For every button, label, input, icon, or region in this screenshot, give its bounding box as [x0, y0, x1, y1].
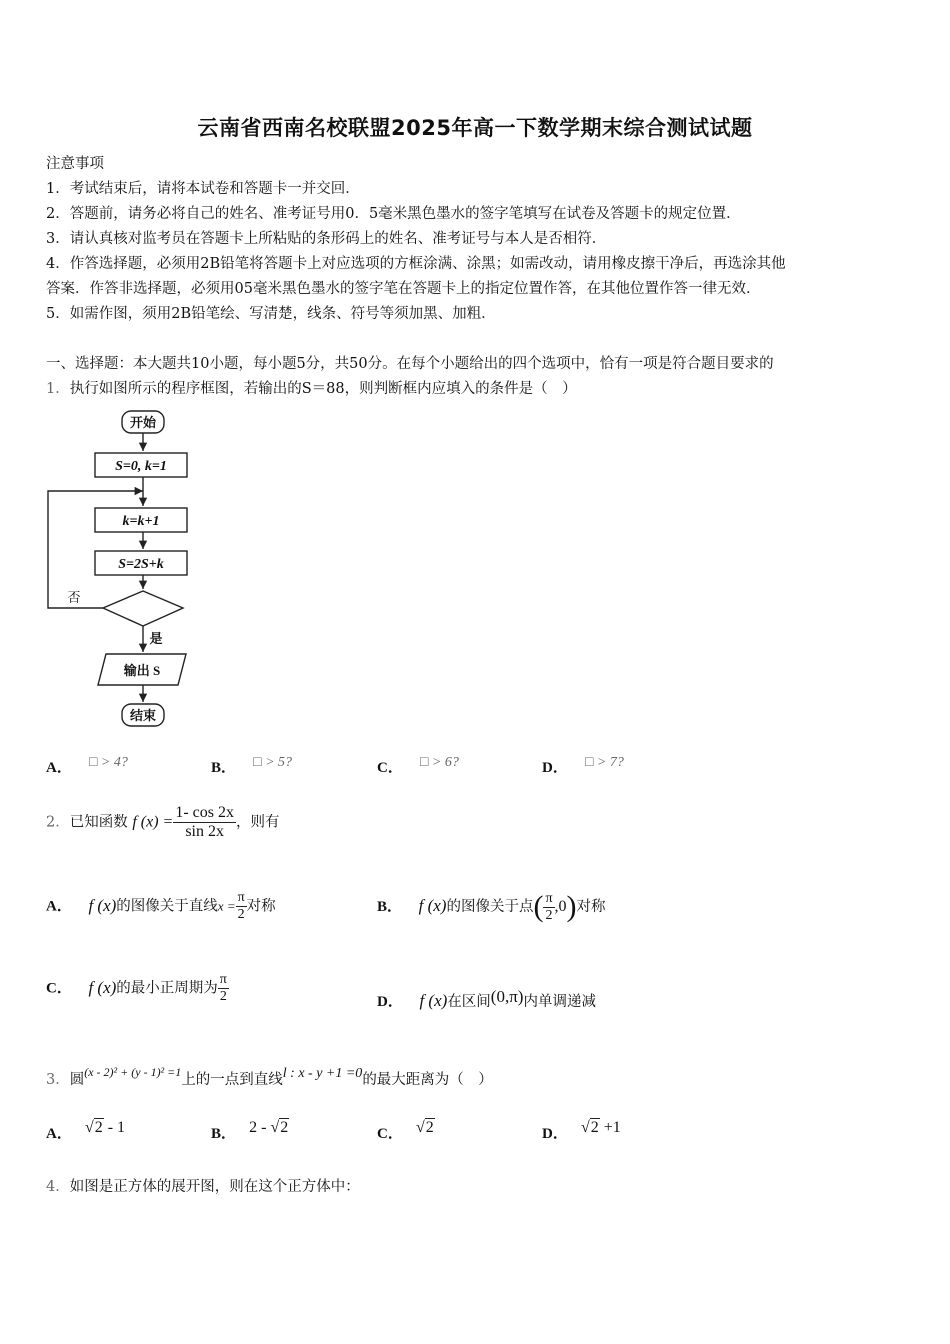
line-equation: l : x - y +1 =0 [282, 1066, 363, 1081]
function-fraction: $\frac{1- \cos 2x}{\sin 2x}$ [175, 804, 234, 840]
option-d[interactable]: D． □ > 7? [542, 755, 624, 776]
question-2: 2．已知函数 f (x) = $\frac{1- \cos 2x}{\sin 2x}$ ，则有 [46, 804, 280, 840]
flow-yes-label: 是 [149, 631, 163, 646]
option-a[interactable]: A． √2 - 1 [46, 1119, 126, 1142]
flow-no-label: 否 [67, 590, 81, 605]
question-3: 3．圆$^{(x - 2)^2 + (y - 1)^2 =1}$上的一点到直线l : x - y +1 =0的最大距离为（ ） [46, 1065, 493, 1088]
flow-decision-shape [103, 591, 183, 626]
notice-item: 3．请认真核对监考员在答题卡上所粘贴的条形码上的姓名、准考证号与本人是否相符． [46, 231, 607, 247]
option-d[interactable]: D． f (x)在区间(0,π)内单调递减 [377, 987, 596, 1010]
option-d[interactable]: D． √2 +1 [542, 1119, 621, 1142]
flow-output-label: 输出 S [123, 663, 161, 678]
notice-item: 4．作答选择题，必须用2B铅笔将答题卡上对应选项的方框涂满、涂黑；如需改动，请用橡皮擦干净后，再选涂其他 [46, 256, 786, 272]
question-1 [46, 377, 577, 398]
option-c[interactable]: C． □ > 6? [377, 755, 459, 776]
notice-item: 5．如需作图，须用2B铅笔绘、写清楚，线条、符号等须加黑、加粗． [46, 306, 496, 322]
notice-heading: 注意事项 [46, 156, 104, 172]
circle-equation: (x - 2)² + (y - 1)² =1 [84, 1065, 182, 1079]
question-stem: 执行如图所示的程序框图，若输出的S＝88，则判断框内应填入的条件是（ ） [69, 381, 577, 397]
notice-item: 1．考试结束后，请将本试卷和答题卡一并交回． [46, 181, 360, 197]
option-b[interactable]: B． 2 - √2 [211, 1119, 289, 1142]
page-title: 云南省西南名校联盟2025年高一下数学期末综合测试试题 [197, 116, 753, 140]
option-a[interactable]: A． □ > 4? [46, 755, 128, 776]
option-b[interactable]: B． □ > 5? [211, 755, 293, 776]
option-b[interactable]: B． f (x)的图像关于点( $\frac{\pi}{2}$ ,0)对称 [377, 890, 606, 923]
option-c[interactable]: C． √2 [377, 1119, 434, 1142]
question-4: 4．如图是正方体的展开图，则在这个正方体中： [46, 1179, 360, 1195]
section-heading: 一、选择题：本大题共10小题，每小题5分，共50分。在每个小题给出的四个选项中，恰有一项是符合题目要求的 [46, 356, 774, 372]
flow-end-label: 结束 [129, 708, 157, 723]
option-c[interactable]: C． f (x)的最小正周期为 $\frac{\pi}{2}$ [46, 972, 227, 1004]
question-number: 1． [46, 381, 70, 397]
flowchart [40, 405, 200, 735]
notice-item: 2．答题前，请务必将自己的姓名、准考证号用0．5毫米黑色墨水的签字笔填写在试卷及答题卡的规定位置． [46, 206, 741, 222]
flow-step1-label: k=k+1 [122, 514, 160, 529]
flow-start-label: 开始 [129, 415, 157, 430]
option-a[interactable]: A． f (x)的图像关于直线x = $\frac{\pi}{2}$ 对称 [46, 890, 276, 922]
notice-item: 答案．作答非选择题，必须用05毫米黑色墨水的签字笔在答题卡上的指定位置作答，在其他位置作答一律无效． [46, 281, 761, 297]
flow-step2-label: S=2S+k [118, 557, 164, 572]
function-lhs: f (x) = [132, 813, 174, 831]
flow-init-label: S=0, k=1 [115, 459, 167, 474]
